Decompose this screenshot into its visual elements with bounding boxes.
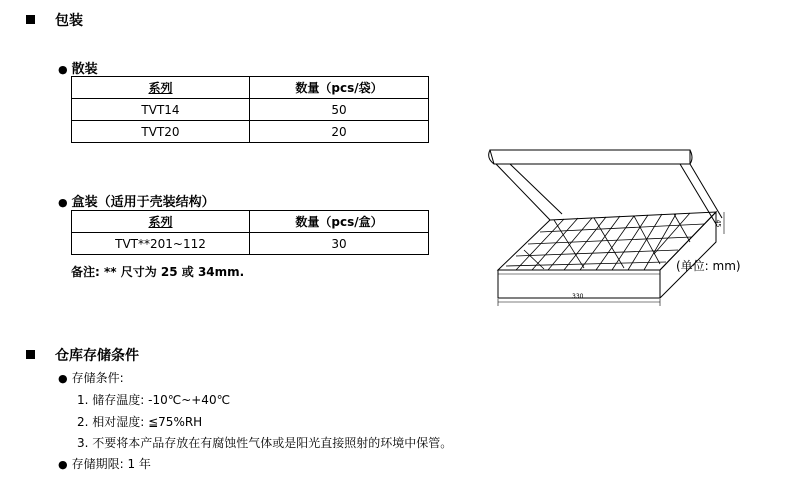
storage-conditions-label: ● 存储条件: <box>58 371 124 385</box>
bullet-icon: ● <box>58 372 68 385</box>
square-bullet-icon <box>26 15 35 24</box>
table-cell: TVT**201~112 <box>72 233 250 255</box>
table-cell: TVT14 <box>72 99 250 121</box>
storage-item-temperature: 1. 储存温度: -10℃~+40℃ <box>77 393 231 407</box>
box-subtitle: ● 盒装（适用于壳装结构） <box>58 195 215 210</box>
table-cell: 50 <box>250 99 429 121</box>
storage-period: ● 存储期限: 1 年 <box>58 457 151 471</box>
table-header-quantity: 数量（pcs/盒） <box>250 211 429 233</box>
lid-top-strip <box>490 150 690 164</box>
table-header-quantity: 数量（pcs/袋） <box>250 77 429 99</box>
table-row <box>72 233 429 255</box>
lid-arm-left-inner <box>510 164 562 214</box>
storage-section-title: 仓库存储条件 <box>26 345 139 365</box>
height-dimension-label: 45 <box>714 219 722 228</box>
packaging-section-title: 包装 <box>26 10 83 30</box>
table-header-row <box>72 77 429 99</box>
table-cell: TVT20 <box>72 121 250 143</box>
table-header-series: 系列 <box>72 77 250 99</box>
bullet-icon: ● <box>58 63 68 76</box>
table-header-series: 系列 <box>72 211 250 233</box>
lid-arm-right-outer <box>690 164 722 218</box>
lid-arm-right <box>680 164 716 224</box>
bullet-icon: ● <box>58 196 68 209</box>
box-table <box>71 210 429 255</box>
bullet-icon: ● <box>58 458 68 471</box>
storage-item-humidity: 2. 相对湿度: ≦75%RH <box>77 415 203 429</box>
table-cell: 20 <box>250 121 429 143</box>
lid-arm-left <box>496 164 550 220</box>
storage-item-environment: 3. 不要将本产品存放在有腐蚀性气体或是阳光直接照射的环境中保管。 <box>77 436 453 450</box>
table-row <box>72 99 429 121</box>
unit-label: (单位: mm) <box>676 259 741 273</box>
square-bullet-icon <box>26 350 35 359</box>
width-dimension-label: 330 <box>572 293 584 300</box>
bulk-table <box>71 76 429 143</box>
packaging-box-illustration <box>484 142 730 310</box>
table-header-row <box>72 211 429 233</box>
bulk-subtitle: ● 散装 <box>58 62 98 77</box>
box-note: 备注: ** 尺寸为 25 或 34mm. <box>71 265 245 279</box>
tray-compartments <box>506 213 704 270</box>
table-cell: 30 <box>250 233 429 255</box>
table-row <box>72 121 429 143</box>
